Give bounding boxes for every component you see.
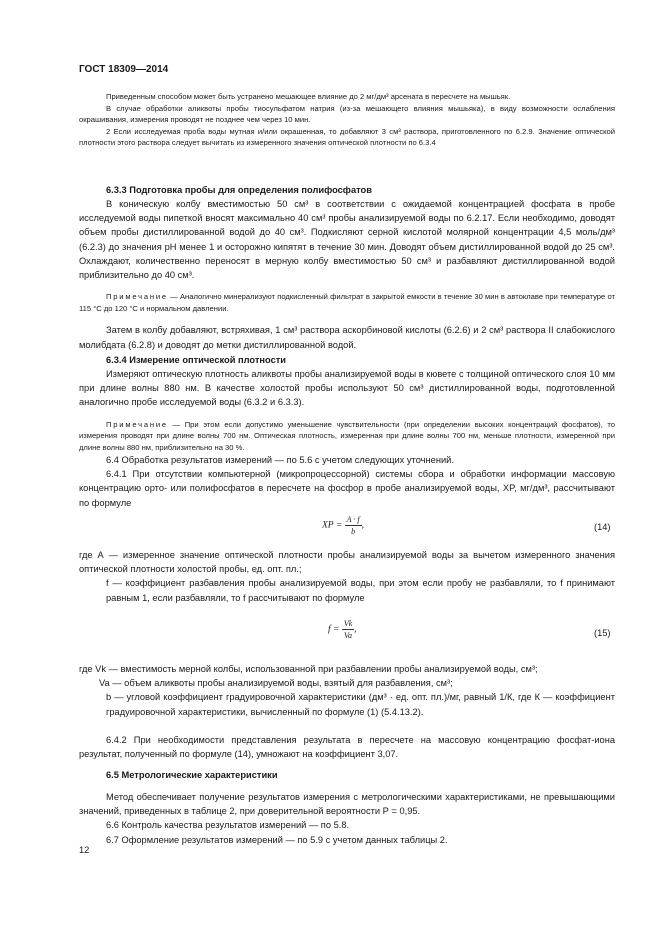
formula-15: f = $\frac{Vk}{Va}$ , — [328, 619, 357, 640]
section-6-3-3 — [79, 183, 615, 352]
where-b: b — угловой коэффициент градуировочной характеристики (дм³ · ед. опт. пл.)/мг, равный 1/К, где К — коэффициент градуировочной характеристики, вычисленный по формуле (1) (5.4.13.2). — [106, 692, 615, 717]
equation-number: (14) — [594, 522, 611, 532]
note-line: Приведенным способом может быть устранено мешающее влияние до 2 мг/дм³ арсената в пересчете на мышьяк. — [106, 92, 511, 101]
fraction — [345, 515, 362, 536]
page-number: 12 — [79, 845, 90, 855]
where-block-1 — [79, 548, 615, 605]
document-header: ГОСТ 18309—2014 — [79, 64, 169, 75]
where-A: где А — измеренное значение оптической плотности пробы анализируемой воды за вычетом измеренного значения оптической плотности холостой пробы, ед. опт. пл.; — [79, 550, 615, 575]
where-Vk: где Vk — вместимость мерной колбы, использованной при разбавлении пробы анализируемой воды, см³; — [79, 664, 538, 674]
paragraph: 6.4.2 При необходимости представления результата в пересчете на массовую концентрацию фосфат-иона результат, полученный по формуле (14), умножают на коэффициент 3,07. — [79, 735, 615, 760]
paragraph: Измеряют оптическую плотность аликвоты пробы анализируемой воды в кювете с толщиной оптического слоя 10 мм при длине волны 880 нм. В качестве холостой пробы используют 50 см³ дистиллированной воды, подготовленной аналогично пробе исследуемой воды (6.3.2 и 6.3.3). — [79, 369, 615, 408]
section-heading: 6.3.3 Подготовка пробы для определения полифосфатов — [106, 185, 372, 195]
where-block-2 — [79, 662, 615, 719]
numerator: A · f — [346, 515, 360, 524]
paragraph: Затем в колбу добавляют, встряхивая, 1 см³ раствора аскорбиновой кислоты (6.2.6) и 2 см³ раствора II слабокислого молибдата (6.2.8) и доводят до метки дистиллированной водой. — [79, 325, 615, 350]
note-paragraph — [79, 419, 615, 454]
where-f: f — коэффициент разбавления пробы анализируемой воды, при этом если пробу не разбавляли, то f принимают равным 1, если разбавляли, то f рассчитывают по формуле — [106, 578, 615, 603]
note-paragraph — [79, 291, 615, 314]
paragraph: 6.4.1 При отсутствии компьютерной (микропроцессорной) системы сбора и обработки информации массовую концентрацию орто- или полифосфатов в пересчете на фосфор в пробе анализируемой воды, XP, мг/дм³, рассчитывают по формуле — [79, 469, 615, 508]
section-6-5 — [79, 768, 615, 847]
note-text: — При этом если допустимо уменьшение чувствительности (при определении высоких концентраций фосфатов), то измерения проводят при длине волны 700 нм. Оптическая плотность, измеренная при длине волны 700 нм, меньше плотности, измеренной при длине волны 880 нм, приблизительно на 30 %. — [79, 419, 615, 452]
section-6-4-2 — [79, 733, 615, 761]
fraction — [342, 619, 354, 640]
section-heading: 6.3.4 Измерение оптической плотности — [106, 355, 287, 365]
section-6-4 — [79, 453, 615, 510]
note-text: — Аналогично минерализуют подкисленный фильтрат в закрытой емкости в течение 30 мин в автоклаве при температуре от 115 °С до 120 °С и нормальном давлении. — [79, 292, 615, 313]
note-line: В случае обработки аликвоты пробы тиосульфатом натрия (из-за мешающего влияния мышьяка), в виду возможности ослабления окрашивания, измерения проводят не позднее чем через 10 мин. — [79, 103, 615, 125]
section-heading: 6.5 Метрологические характеристики — [106, 770, 278, 780]
note-label: Примечание — [106, 419, 168, 429]
where-Va: Va — объем аликвоты пробы анализируемой воды, взятый для разбавления, см³; — [99, 678, 453, 689]
denominator: b — [351, 527, 356, 536]
paragraph: 6.7 Оформление результатов измерений — по 5.9 с учетом данных таблицы 2. — [106, 834, 448, 845]
paragraph: 6.4 Обработка результатов измерений — по 5.6 с учетом следующих уточнений. — [106, 455, 454, 465]
formula-lhs: XP — [322, 520, 334, 531]
numerator: Vk — [343, 619, 353, 628]
note-label: Примечание — [106, 292, 168, 302]
note-line: 2 Если исследуемая проба воды мутная и/или окрашенная, то добавляют 3 см³ раствора, приготовленного по 6.2.9. Значение оптической плотности этого раствора следует вычитать из измеренного значения оптической плотности по 6.3.4 — [79, 126, 615, 148]
formula-lhs: f — [328, 624, 331, 635]
section-6-3-4 — [79, 353, 615, 453]
equation-number: (15) — [594, 628, 611, 638]
notes-top — [79, 91, 615, 149]
denominator: Va — [344, 631, 353, 640]
formula-14: XP = $\frac{A \cdot f}{b}$ , — [322, 515, 364, 536]
paragraph: 6.6 Контроль качества результатов измерений — по 5.8. — [106, 820, 350, 831]
paragraph: Метод обеспечивает получение результатов измерения с метрологическими характеристиками, не превышающими значений, приведенных в таблице 2, при доверительной вероятности Р = 0,95. — [79, 792, 615, 817]
paragraph: В коническую колбу вместимостью 50 см³ в соответствии с ожидаемой концентрацией фосфата в пробе исследуемой воды пипеткой вносят максимально 40 см³ пробы анализируемой воды по 6.2.17. Если необходимо, доводят объем пробы дистиллированной водой до 40 см³. Подкисляют серной кислотой молярной концентрации 4,5 моль/дм³ (6.2.3) до значения рН менее 1 и осторожно кипятят в течение 30 мин. Доводят объем дистиллированной водой до 25 см³. Охлаждают, количественно переносят в мерную колбу вместимостью 50 см³ и разбавляют дистиллированной водой приблизительно до 40 см³. — [79, 199, 615, 281]
